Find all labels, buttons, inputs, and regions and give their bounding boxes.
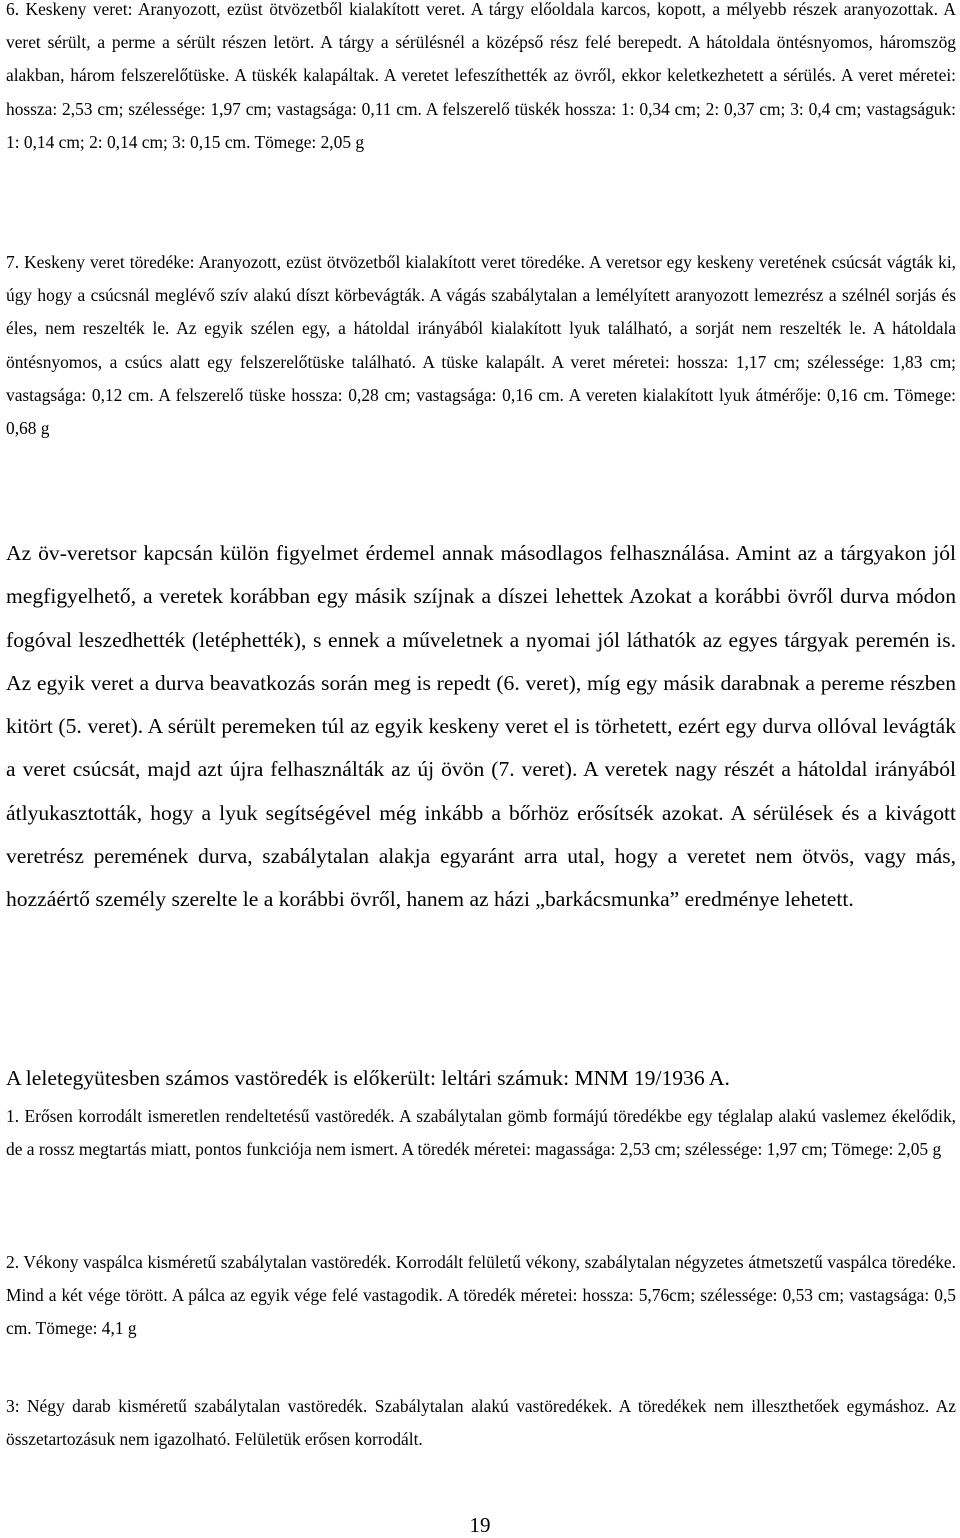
iron-item-1-description: 1. Erősen korrodált ismeretlen rendeltetésű vastöredék. A szabálytalan gömb formájú töredékbe egy téglalap alakú vaslemez ékelődik, de a rossz megtartás miatt, pontos funkciója nem ismert. A töredék méretei: magassága: 2,53 cm; szélessége: 1,97 cm; Tömege: 2,05 g	[6, 1106, 956, 1160]
iron-item-3-description: 3: Négy darab kisméretű szabálytalan vastöredék. Szabálytalan alakú vastöredékek. A töredékek nem illeszthetőek egymáshoz. Az összetartozásuk nem igazolható. Felületük erősen korrodált.	[6, 1396, 956, 1450]
iron-fragments-heading: A leletegyütesben számos vastöredék is előkerült: leltári számuk: MNM 19/1936 A.	[6, 1066, 730, 1090]
secondary-use-paragraph: Az öv-veretsor kapcsán külön figyelmet érdemel annak másodlagos felhasználása. Amint az a tárgyakon jól megfigyelhető, a veretek korábban egy másik szíjnak a díszei lehettek Azokat a korábbi övről durva módon fogóval leszedhették (letéphették), s ennek a műveletnek a nyomai jól láthatók az egyes tárgyak peremén is. Az egyik veret a durva beavatkozás során meg is repedt (6. veret), míg egy másik darabnak a pereme részben kitört (5. veret). A sérült peremeken túl az egyik keskeny veret el is törhetett, ezért egy durva ollóval levágták a veret csúcsát, majd azt újra felhasználták az új övön (7. veret). A veretek nagy részét a hátoldal irányából átlyukasztották, hogy a lyuk segítségével még inkább a bőrhöz erősítsék azokat. A sérülések és a kivágott veretrész peremének durva, szabálytalan alakja egyaránt arra utal, hogy a veretet nem ötvös, vagy más, hozzáértő személy szerelte le a korábbi övről, hanem az házi „barkácsmunka” eredménye lehetett.	[6, 541, 956, 912]
page-number: 19	[469, 1513, 491, 1537]
item-6-description: 6. Keskeny veret: Aranyozott, ezüst ötvözetből kialakított veret. A tárgy előoldala karcos, kopott, a mélyebb részek aranyozottak. A veret sérült, a perme a sérült részen letört. A tárgy a sérülésnél a középső rész felé berepedt. A hátoldala öntésnyomos, háromszög alakban, három felszerelőtüske. A tüskék kalapáltak. A veretet lefeszíthették az övről, ekkor keletkezhetett a sérülés. A veret méretei: hossza: 2,53 cm; szélessége: 1,97 cm; vastagsága: 0,11 cm. A felszerelő tüskék hossza: 1: 0,34 cm; 2: 0,37 cm; 3: 0,4 cm; vastagságuk: 1: 0,14 cm; 2: 0,14 cm; 3: 0,15 cm. Tömege: 2,05 g	[6, 0, 956, 152]
iron-item-2-description: 2. Vékony vaspálca kisméretű szabálytalan vastöredék. Korrodált felületű vékony, szabálytalan négyzetes átmetszetű vaspálca töredéke. Mind a két vége törött. A pálca az egyik vége felé vastagodik. A töredék méretei: hossza: 5,76cm; szélessége: 0,53 cm; vastagsága: 0,5 cm. Tömege: 4,1 g	[6, 1252, 956, 1339]
item-7-description: 7. Keskeny veret töredéke: Aranyozott, ezüst ötvözetből kialakított veret töredéke. A veretsor egy keskeny veretének csúcsát vágták ki, úgy hogy a csúcsnál meglévő szív alakú díszt körbevágták. A vágás szabálytalan a lemélyített aranyozott lemezrész a szélnél sorjás és éles, nem reszelték le. Az egyik szélen egy, a hátoldal irányából kialakított lyuk található, a sorját nem reszelték le. A hátoldala öntésnyomos, a csúcs alatt egy felszerelőtüske található. A tüske kalapált. A veret méretei: hossza: 1,17 cm; szélessége: 1,83 cm; vastagsága: 0,12 cm. A felszerelő tüske hossza: 0,28 cm; vastagsága: 0,16 cm. A vereten kialakított lyuk átmérője: 0,16 cm. Tömege: 0,68 g	[6, 252, 956, 439]
